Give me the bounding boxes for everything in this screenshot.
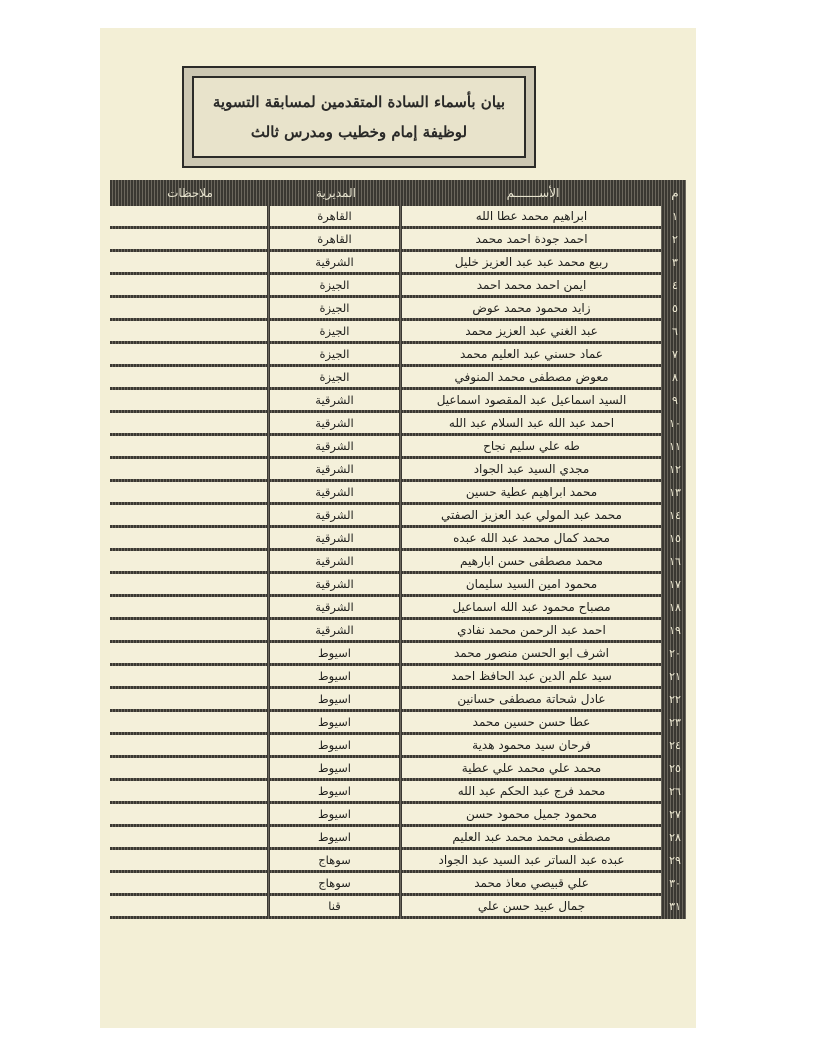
row-directorate: الشرقية: [270, 413, 402, 433]
row-number: ٣٠: [669, 876, 681, 890]
table-row: [110, 436, 686, 456]
row-notes: [110, 344, 270, 364]
row-name: ايمن احمد محمد احمد: [402, 275, 664, 295]
row-number: ٢٩: [669, 853, 681, 867]
row-name: معوض مصطفى محمد المنوفي: [402, 367, 664, 387]
row-name: احمد جودة احمد محمد: [402, 229, 664, 249]
table-row: [110, 482, 686, 502]
table-row: [110, 206, 686, 226]
row-number: ٢١: [669, 669, 681, 683]
row-notes: [110, 804, 270, 824]
table-row: [110, 666, 686, 686]
row-notes: [110, 896, 270, 916]
row-notes: [110, 551, 270, 571]
row-name: اشرف ابو الحسن منصور محمد: [402, 643, 664, 663]
row-directorate: الشرقية: [270, 597, 402, 617]
table-row: [110, 873, 686, 893]
row-notes: [110, 758, 270, 778]
row-directorate: اسيوط: [270, 712, 402, 732]
row-name: سيد علم الدين عبد الحافظ احمد: [402, 666, 664, 686]
row-name: مجدي السيد عبد الجواد: [402, 459, 664, 479]
table-row: [110, 712, 686, 732]
row-name: عادل شحاتة مصطفى حسانين: [402, 689, 664, 709]
row-name: زايد محمود محمد عوض: [402, 298, 664, 318]
row-directorate: الشرقية: [270, 482, 402, 502]
row-directorate: اسيوط: [270, 689, 402, 709]
table-row: [110, 643, 686, 663]
table-row: [110, 344, 686, 364]
row-directorate: اسيوط: [270, 804, 402, 824]
table-row: [110, 298, 686, 318]
row-number: ٣: [672, 255, 678, 269]
row-directorate: اسيوط: [270, 758, 402, 778]
table-row: [110, 735, 686, 755]
table-row: [110, 505, 686, 525]
row-name: عبد الغني عبد العزيز محمد: [402, 321, 664, 341]
row-name: احمد عبد الرحمن محمد نفادي: [402, 620, 664, 640]
table-row: [110, 321, 686, 341]
document-subtitle: لوظيفة إمام وخطيب ومدرس ثالث: [250, 123, 468, 141]
row-directorate: القاهرة: [270, 229, 402, 249]
row-number: ١: [672, 209, 678, 223]
row-directorate: اسيوط: [270, 827, 402, 847]
row-number: ٢٤: [669, 738, 681, 752]
row-notes: [110, 367, 270, 387]
row-name: محمود امين السيد سليمان: [402, 574, 664, 594]
header-notes: ملاحظات: [167, 186, 213, 200]
table-row: [110, 827, 686, 847]
row-notes: [110, 620, 270, 640]
row-directorate: اسيوط: [270, 781, 402, 801]
table-row: [110, 528, 686, 548]
row-notes: [110, 229, 270, 249]
row-number: ١٨: [669, 600, 681, 614]
row-directorate: الجيزة: [270, 367, 402, 387]
row-notes: [110, 413, 270, 433]
row-name: محمد كمال محمد عبد الله عبده: [402, 528, 664, 548]
row-notes: [110, 390, 270, 410]
row-notes: [110, 459, 270, 479]
row-number: ٢٠: [669, 646, 681, 660]
row-name: ربيع محمد عبد عبد العزيز خليل: [402, 252, 664, 272]
row-number: ١٩: [669, 623, 681, 637]
row-number: ١٧: [669, 577, 681, 591]
row-name: عبده عبد الساتر عبد السيد عبد الجواد: [402, 850, 664, 870]
table-row: [110, 275, 686, 295]
row-name: فرحان سيد محمود هدية: [402, 735, 664, 755]
row-notes: [110, 298, 270, 318]
row-name: محمد عبد المولي عبد العزيز الصفتي: [402, 505, 664, 525]
row-directorate: اسيوط: [270, 643, 402, 663]
row-number: ٢٢: [669, 692, 681, 706]
row-notes: [110, 252, 270, 272]
row-number: ٢٥: [669, 761, 681, 775]
row-notes: [110, 275, 270, 295]
row-number: ٧: [672, 347, 678, 361]
table-row: [110, 413, 686, 433]
row-number: ١٢: [669, 462, 681, 476]
row-number: ٤: [672, 278, 678, 292]
table-row: [110, 459, 686, 479]
row-directorate: القاهرة: [270, 206, 402, 226]
row-directorate: الشرقية: [270, 620, 402, 640]
row-notes: [110, 528, 270, 548]
table-row: [110, 574, 686, 594]
row-notes: [110, 689, 270, 709]
row-notes: [110, 666, 270, 686]
applicants-table: [110, 180, 686, 919]
table-header-row: [110, 183, 686, 203]
row-directorate: الشرقية: [270, 505, 402, 525]
row-notes: [110, 436, 270, 456]
row-number: ٢٦: [669, 784, 681, 798]
row-notes: [110, 482, 270, 502]
row-directorate: الجيزة: [270, 275, 402, 295]
row-name: ابراهيم محمد عطا الله: [402, 206, 664, 226]
row-directorate: الشرقية: [270, 551, 402, 571]
row-name: السيد اسماعيل عبد المقصود اسماعيل: [402, 390, 664, 410]
row-number: ١١: [669, 439, 681, 453]
row-directorate: الشرقية: [270, 459, 402, 479]
row-number: ٥: [672, 301, 678, 315]
table-row: [110, 252, 686, 272]
title-panel: [192, 76, 526, 158]
row-number: ١٤: [669, 508, 681, 522]
row-notes: [110, 850, 270, 870]
row-number: ١٦: [669, 554, 681, 568]
table-row: [110, 620, 686, 640]
row-number: ٢٨: [669, 830, 681, 844]
header-name: الأســـــــم: [506, 186, 560, 200]
table-row: [110, 850, 686, 870]
row-directorate: الشرقية: [270, 528, 402, 548]
row-notes: [110, 505, 270, 525]
row-name: مصباح محمود عبد الله اسماعيل: [402, 597, 664, 617]
table-row: [110, 781, 686, 801]
table-row: [110, 689, 686, 709]
row-directorate: الشرقية: [270, 252, 402, 272]
row-notes: [110, 321, 270, 341]
row-number: ١٥: [669, 531, 681, 545]
row-directorate: سوهاج: [270, 850, 402, 870]
row-number: ٣١: [669, 899, 681, 913]
row-number: ٦: [672, 324, 678, 338]
row-directorate: الجيزة: [270, 344, 402, 364]
row-number: ٢٧: [669, 807, 681, 821]
row-number: ٩: [672, 393, 678, 407]
row-name: مصطفى محمد محمد عبد العليم: [402, 827, 664, 847]
row-number: ٢: [672, 232, 678, 246]
row-notes: [110, 206, 270, 226]
row-notes: [110, 735, 270, 755]
row-number: ٢٣: [669, 715, 681, 729]
row-directorate: سوهاج: [270, 873, 402, 893]
row-name: محمد مصطفى حسن ابارهيم: [402, 551, 664, 571]
header-directorate: المديرية: [316, 186, 356, 200]
row-directorate: الشرقية: [270, 574, 402, 594]
row-name: احمد عبد الله عبد السلام عبد الله: [402, 413, 664, 433]
row-directorate: الشرقية: [270, 390, 402, 410]
table-row: [110, 758, 686, 778]
document-title: بيان بأسماء السادة المتقدمين لمسابقة التسوية: [212, 93, 506, 111]
row-number: ١٠: [669, 416, 681, 430]
row-name: جمال عبيد حسن علي: [402, 896, 664, 916]
table-row: [110, 367, 686, 387]
row-name: عطا حسن حسين محمد: [402, 712, 664, 732]
row-notes: [110, 827, 270, 847]
row-name: محمود جميل محمود حسن: [402, 804, 664, 824]
row-notes: [110, 574, 270, 594]
row-name: محمد ابراهيم عطية حسين: [402, 482, 664, 502]
table-row: [110, 551, 686, 571]
row-directorate: الجيزة: [270, 321, 402, 341]
table-row: [110, 390, 686, 410]
row-notes: [110, 597, 270, 617]
row-directorate: الجيزة: [270, 298, 402, 318]
row-number: ٨: [672, 370, 678, 384]
row-directorate: اسيوط: [270, 735, 402, 755]
row-directorate: قنا: [270, 896, 402, 916]
row-notes: [110, 643, 270, 663]
row-notes: [110, 781, 270, 801]
row-directorate: اسيوط: [270, 666, 402, 686]
row-name: طه علي سليم نجاح: [402, 436, 664, 456]
header-number: م: [671, 186, 679, 200]
row-notes: [110, 712, 270, 732]
row-name: عماد حسني عبد العليم محمد: [402, 344, 664, 364]
row-name: محمد علي محمد علي عطية: [402, 758, 664, 778]
table-row: [110, 804, 686, 824]
row-number: ١٣: [669, 485, 681, 499]
row-notes: [110, 873, 270, 893]
table-row: [110, 597, 686, 617]
row-name: علي قبيصي معاذ محمد: [402, 873, 664, 893]
title-frame: [182, 66, 536, 168]
table-row: [110, 896, 686, 916]
row-directorate: الشرقية: [270, 436, 402, 456]
table-row: [110, 229, 686, 249]
row-name: محمد فرج عبد الحكم عبد الله: [402, 781, 664, 801]
